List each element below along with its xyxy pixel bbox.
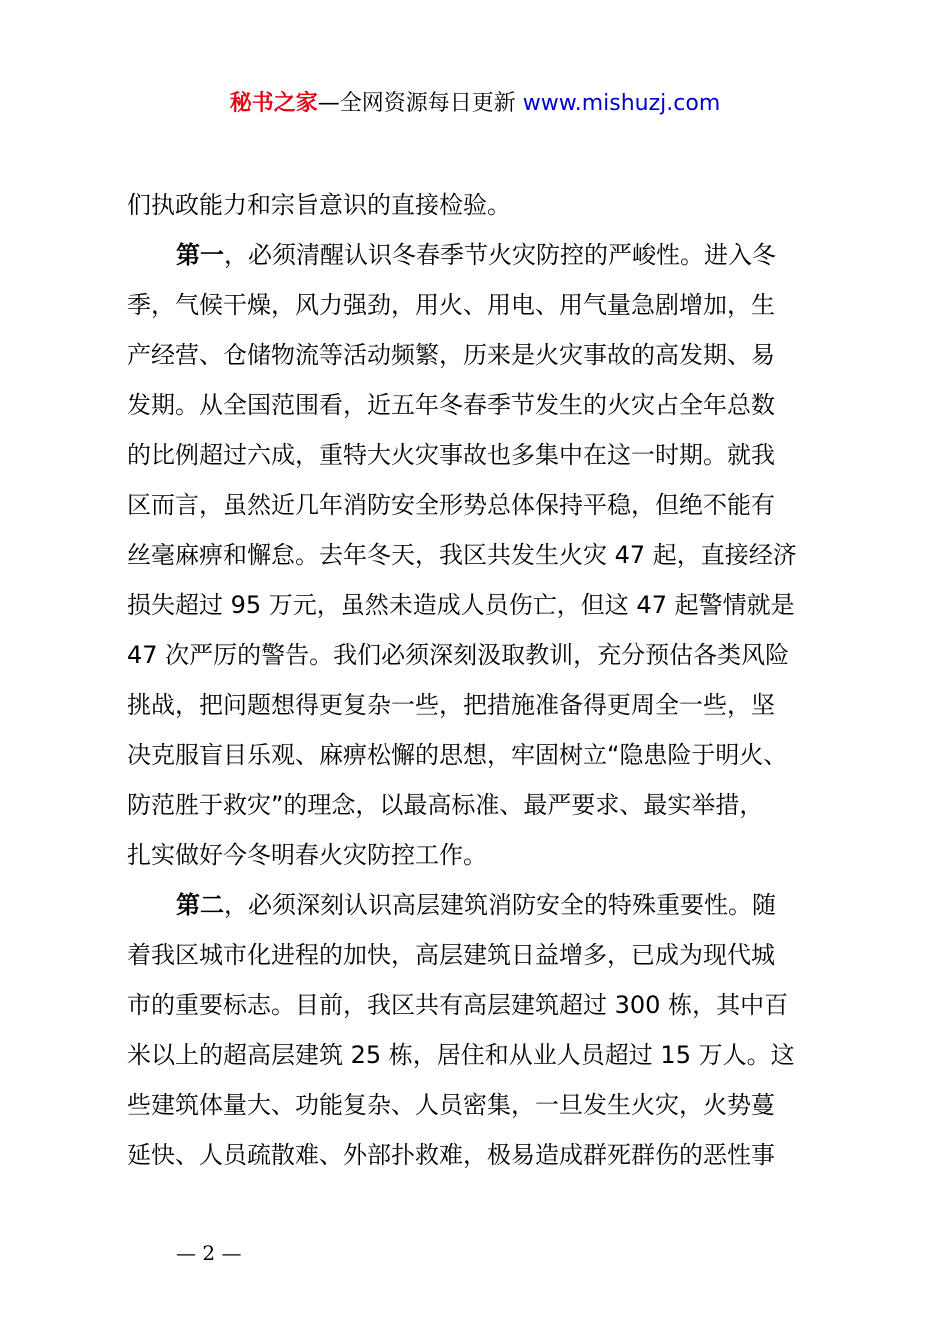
text-line: 区而言，虽然近几年消防安全形势总体保持平稳，但绝不能有 [127, 491, 775, 519]
text-line: 丝毫麻痹和懈怠。去年冬天，我区共发生火灾 47 起，直接经济 [127, 541, 797, 569]
text-line: 些建筑体量大、功能复杂、人员密集，一旦发生火灾，火势蔓 [127, 1091, 775, 1119]
text-line: 们执政能力和宗旨意识的直接检验。 [127, 191, 511, 219]
page-number: — 2 — [176, 1241, 242, 1265]
text-line: 扎实做好今冬明春火灾防控工作。 [127, 841, 487, 869]
text-line: ，必须深刻认识高层建筑消防安全的特殊重要性。随 [224, 891, 776, 919]
paragraph-lead-second: 第二 [176, 891, 224, 919]
text-line: 米以上的超高层建筑 25 栋，居住和从业人员超过 15 万人。这 [127, 1041, 795, 1069]
paragraph-lead-first: 第一 [176, 241, 224, 269]
text-line: ，必须清醒认识冬春季节火灾防控的严峻性。进入冬 [224, 241, 776, 269]
document-body [127, 180, 847, 1180]
text-line: 发期。从全国范围看，近五年冬春季节发生的火灾占全年总数 [127, 391, 775, 419]
text-line: 挑战，把问题想得更复杂一些，把措施准备得更周全一些，坚 [127, 691, 775, 719]
paragraph-first [127, 230, 847, 280]
text-line: 损失超过 95 万元，虽然未造成人员伤亡，但这 47 起警情就是 [127, 591, 795, 619]
text-line: 市的重要标志。目前，我区共有高层建筑超过 300 栋，其中百 [127, 991, 789, 1019]
text-line: 延快、人员疏散难、外部扑救难，极易造成群死群伤的恶性事 [127, 1141, 775, 1169]
brand-name: 秘书之家 [229, 91, 318, 116]
text-line: 季，气候干燥，风力强劲，用火、用电、用气量急剧增加，生 [127, 291, 775, 319]
site-banner [0, 88, 950, 120]
website-url: www.mishuzj.com [522, 91, 721, 116]
text-line: 47 次严厉的警告。我们必须深刻汲取教训，充分预估各类风险 [127, 641, 790, 669]
text-line: 决克服盲目乐观、麻痹松懈的思想，牢固树立“隐患险于明火、 [127, 741, 788, 769]
banner-tagline: —全网资源每日更新 [317, 91, 523, 116]
text-line: 的比例超过六成，重特大火灾事故也多集中在这一时期。就我 [127, 441, 775, 469]
text-line: 防范胜于救灾”的理念，以最高标准、最严要求、最实举措， [127, 791, 764, 819]
text-line: 着我区城市化进程的加快，高层建筑日益增多，已成为现代城 [127, 941, 775, 969]
paragraph-second [127, 880, 847, 930]
text-line: 产经营、仓储物流等活动频繁，历来是火灾事故的高发期、易 [127, 341, 775, 369]
